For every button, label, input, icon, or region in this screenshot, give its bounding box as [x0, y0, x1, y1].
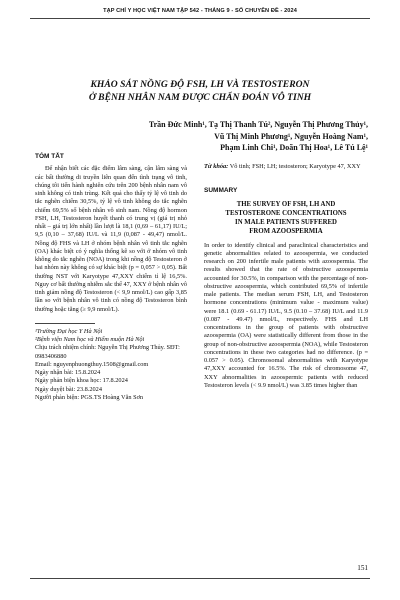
english-title-line-1: THE SURVEY OF FSH, LH AND [236, 200, 336, 208]
date-reviewed: Ngày phản biện khoa học: 17.8.2024 [35, 377, 128, 385]
abstract-heading: TÓM TẮT [35, 153, 64, 160]
paper-title [20, 78, 380, 104]
footnote-rule [35, 323, 95, 324]
author-list [88, 119, 368, 154]
keywords-text: Vô tinh; FSH; LH; testosteron; Karyotype 47, XXY [229, 163, 361, 170]
running-header: TẠP CHÍ Y HỌC VIỆT NAM TẬP 542 - THÁNG 9 - SỐ CHUYÊN ĐỀ - 2024 [103, 8, 297, 14]
page-number: 151 [357, 564, 368, 572]
corresponding-email[interactable]: Email: nguyenphuongthuy.1508@gmail.com [35, 360, 149, 368]
english-title [204, 200, 368, 236]
date-received: Ngày nhận bài: 15.8.2024 [35, 369, 101, 376]
abstract-en-text: In order to identify clinical and paraclinical characteristics and genetic abnormalities related to azoospermia, we conducted research on 200 infertile male patients with azoospermia. The results showed that the rate of obstructive azoospermia accounted for 30.5%, in comparison with the percentage of non-obstructive azoospermia, which contributed 69,5% of infertile male patients. The median serum FSH, LH, and Testosteron hormone concentrations (minimum value - maximum value) were 18.1 (0.69 - 61.17) IU/L, 9.5 (0.10 – 37.68) IU/L and 11.9 (0.087 - 49.47) nmol/L, respectively. FHS and LH concentrations in the group of patients with obstructive azoospermia (OA) were statistically different from those in the group of non-obstructive azoospermia (NOA), while Testosteron concentrations in these two categories had no difference. (p = 0.057 > 0.05). Chromosomal abnormalities with Karyotype 47,XXY accounted for 16.5%. The risk of chromosome 47, XXY abnormalities in azoospermic patients with reduced Testosteron levels (< 9.9 nmol/L) was 3.85 times higher than [204, 241, 368, 389]
author-line-1: Trần Đức Minh¹, Tạ Thị Thanh Tú², Nguyễn Thị Phương Thủy¹, [148, 120, 368, 129]
abstract-vi-text: Để nhận biết các đặc điểm lâm sàng, cận lâm sàng và các bất thường di truyền liên quan đến tình trạng vô tinh, chúng tôi tiến hành nghiên cứu trên 200 bệnh nhân nam vô sinh không có tinh trùng. Kết quả cho thấy tỷ lệ vô tinh do tắc nghẽn chiếm 30,5%, tỷ lệ vô tinh không do tắc nghẽn chiếm 69,5% số bệnh nhân vô sinh nam. Nồng độ hormon FSH, LH, Testosteron huyết thanh có trung vị (giá trị nhỏ nhất – giá trị lớn nhất) lần lượt là 18,1 (0,69 – 61,17) IU/L; 9,5 (0,10 – 37,68) IU/L và 11,9 (0,087 - 49,47) nmol/L. Nồng độ FHS và LH ở nhóm bệnh nhân vô tinh tắc nghẽn (OA) khác biệt có ý nghĩa thống kê so với ở nhóm vô tinh không do tắc nghẽn (NOA) trong khi nồng độ Testosteron ở hai nhóm này không có sự khác biệt (p = 0,057 > 0,05). Bất thường NST với Karyotype 47,XXY chiếm tỉ lệ 16,5%. Nguy cơ bất thường nhiễm sắc thể 47, XXY ở bệnh nhân vô tinh giảm nồng độ Testosteron (< 9,9 nmol/L) cao gấp 3,85 lần so với bệnh nhân vô tinh có nồng độ Testosteron bình thường hoặc tăng (≥ 9,9 nmol/L). [35, 165, 187, 313]
english-title-line-3: IN MALE PATIENTS SUFFERED [235, 218, 337, 226]
keywords-vi [204, 163, 368, 171]
affiliation-2: ²Bệnh viện Nam học và Hiếm muộn Hà Nội [35, 336, 145, 343]
paper-title-line-1: KHẢO SÁT NỒNG ĐỘ FSH, LH VÀ TESTOSTERON [90, 79, 310, 90]
reviewer: Người phản biện: PGS.TS Hoàng Văn Sơn [35, 393, 144, 401]
summary-heading: SUMMARY [204, 187, 238, 195]
english-title-line-2: TESTOSTERONE CONCENTRATIONS [225, 209, 347, 217]
english-title-line-4: FROM AZOOSPERMIA [249, 227, 323, 235]
author-line-2: Vũ Thị Minh Phương¹, Nguyễn Hoàng Nam¹, [214, 131, 368, 141]
left-column [35, 153, 187, 402]
right-column [204, 153, 368, 390]
paper-title-line-2: Ở BỆNH NHÂN NAM ĐƯỢC CHẨN ĐOÁN VÔ TINH [88, 92, 312, 103]
corresponding-author: Chịu trách nhiệm chính: Nguyễn Thị Phương Thủy. SĐT: 0983406880 [35, 344, 180, 360]
author-line-3: Phạm Linh Chi¹, Doãn Thị Hoa¹, Lê Tú Lệ¹ [220, 143, 368, 152]
date-approved: Ngày duyệt bài: 23.8.2024 [35, 385, 102, 393]
header-rule [30, 18, 370, 19]
affiliation-1: ¹Trường Đại học Y Hà Nội [35, 327, 103, 335]
footer-rule [30, 578, 370, 579]
keywords-label: Từ khóa: [204, 163, 229, 170]
